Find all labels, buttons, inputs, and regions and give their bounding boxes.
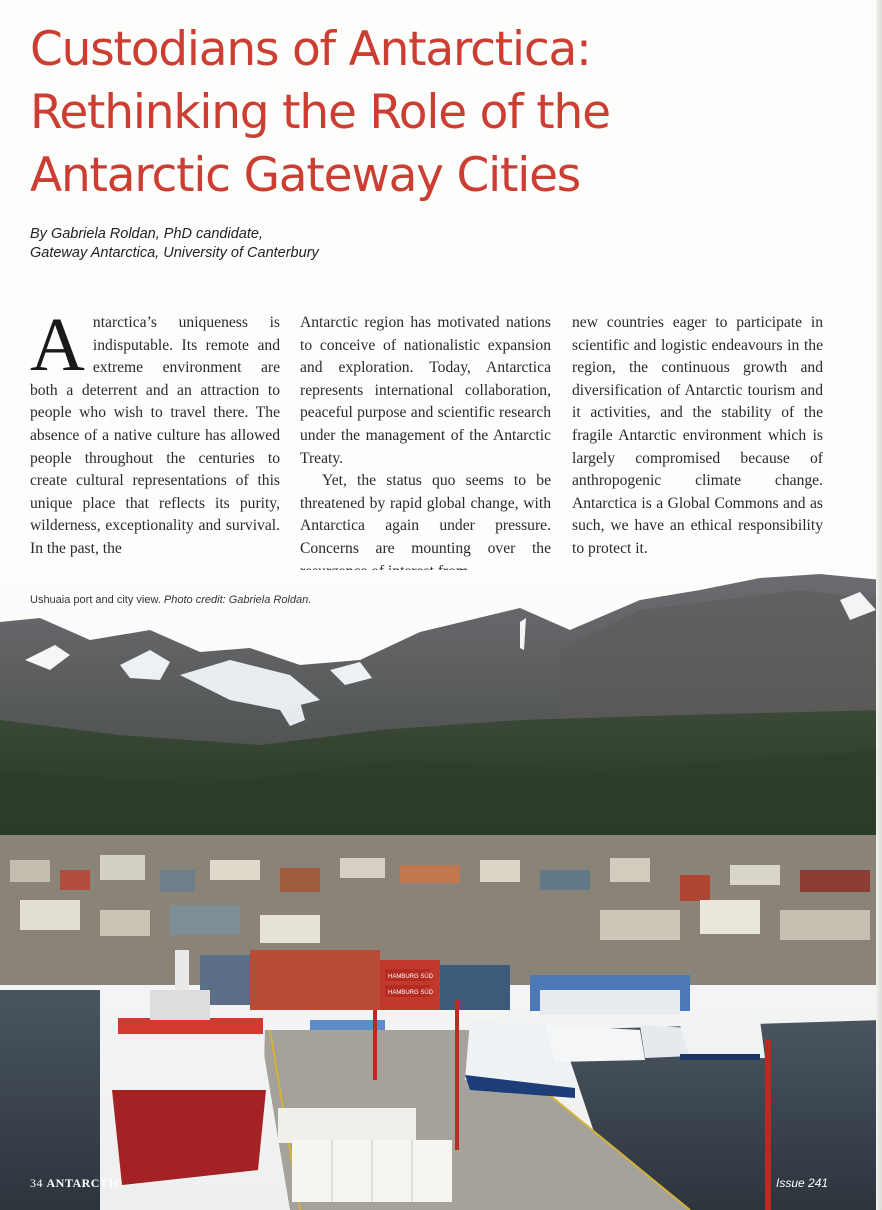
column-3-text: new countries eager to participate in scientific and logistic endeavours in the region, the continuous growth and diversification of Antarctic tourism and it activities, and the stability of the fragile Antarctic environment which is largely compromised because of anthropogenic climate change. Antarctica is a Global Commons and as such, we have an ethical responsibility to protect it. — [572, 314, 823, 557]
ushuaia-port-photo — [0, 570, 882, 1210]
container-label-1: HAMBURG SÜD — [388, 974, 434, 980]
drop-cap: A — [30, 303, 85, 387]
caption-text: Ushuaia port and city view. — [30, 594, 161, 606]
page-footer — [30, 1176, 123, 1191]
container-label-2: HAMBURG SÜD — [388, 990, 434, 996]
text-column-2 — [300, 312, 551, 583]
article-title — [30, 18, 850, 207]
page-number: 34 — [30, 1176, 43, 1190]
magazine-name: ANTARCTIC — [46, 1176, 123, 1190]
title-line-1: Custodians of Antarctica: — [30, 22, 591, 77]
column-2-paragraph-1: Antarctic region has motivated nations to conceive of nationalistic expansion and exploration. Today, Antarctica represents international collaboration, peaceful purpose and scientific research under the management of the Antarctic Treaty. — [300, 314, 551, 467]
text-column-3 — [572, 312, 823, 561]
column-2-paragraph-2: Yet, the status quo seems to be threatened by rapid global change, with Antarctica again under pressure. Concerns are mounting over the — [300, 472, 551, 557]
photo-caption — [30, 594, 311, 606]
byline-affiliation: Gateway Antarctica, University of Canterbury — [30, 245, 319, 261]
title-line-3: Antarctic Gateway Cities — [30, 148, 581, 203]
issue-number: Issue 241 — [776, 1176, 829, 1190]
byline — [30, 225, 319, 263]
title-line-2: Rethinking the Role of the — [30, 85, 610, 140]
column-1-text: ntarctica’s uniqueness is indisputable. Its remote and extreme environment are both a deterrent and an attraction to people who wish to travel there. The absence of a native culture has allowed people throughout the centuries to create cultural representations of this unique place that reflects its purity, wilderness, exceptionality and survival. In the past, the — [30, 314, 280, 557]
photo-credit: Photo credit: Gabriela Roldan. — [163, 594, 312, 606]
byline-author: By Gabriela Roldan, PhD candidate, — [30, 226, 263, 242]
text-column-1 — [30, 303, 280, 561]
page-edge — [876, 0, 882, 1210]
